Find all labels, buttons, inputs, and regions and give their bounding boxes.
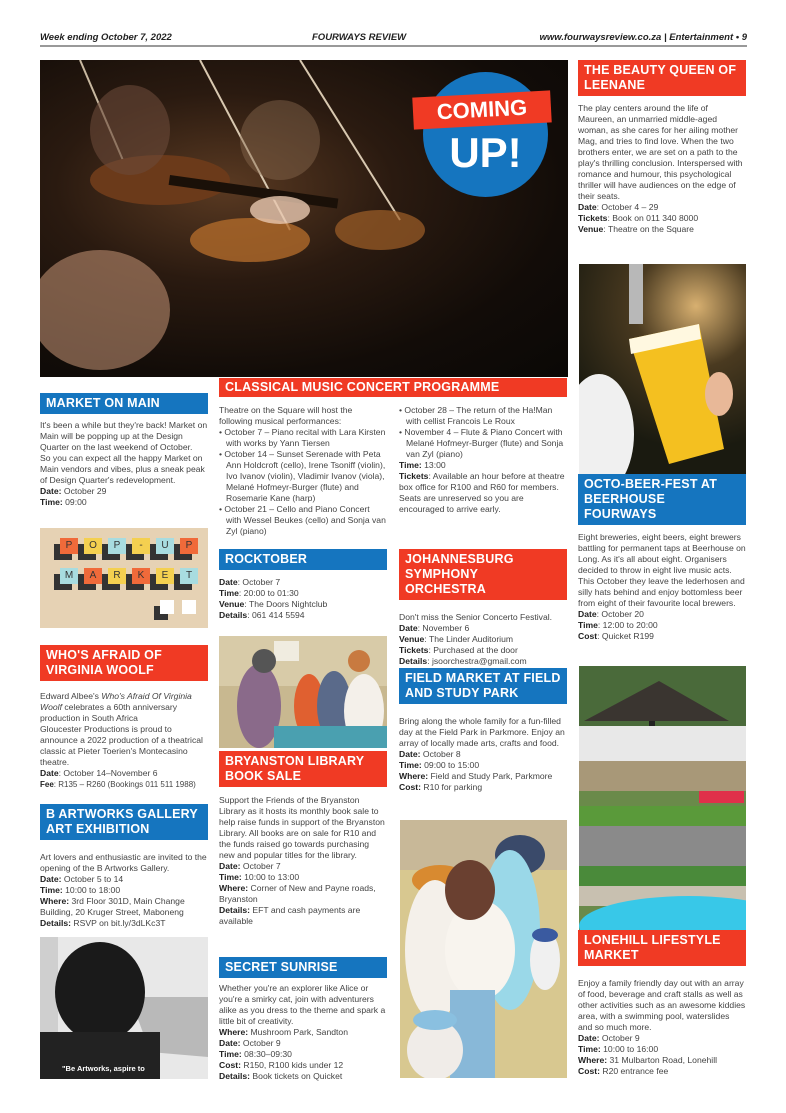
article-title: ROCKTOBER [219,549,387,570]
orchestra-photo [40,60,568,377]
section-label: www.fourwaysreview.co.za | Entertainment • 9 [539,32,747,43]
article-title: WHO'S AFRAID OF VIRGINIA WOOLF [40,645,208,681]
article-title: B ARTWORKS GALLERY ART EXHIBITION [40,804,208,840]
badge-coming: COMING [412,90,551,129]
article-title: BRYANSTON LIBRARY BOOK SALE [219,751,387,787]
article-beauty-queen: THE BEAUTY QUEEN OF LEENANE The play centers around the life of Maureen, an unmarried middle-aged woman, as she cares for her ailing mother Mag, and tries to find love. When the two brothers enter, we are set on a path to the play's thrilling conclusion. Interspersed with romance and humour, this psychological thriller will have audiences on the edge of their seats. Date: October 4 – 29 Tickets: Book on 011 340 8000 Venue: Theatre on the Square [578,60,746,235]
article-title: JOHANNESBURG SYMPHONY ORCHESTRA [399,549,567,600]
article-title: OCTO-BEER-FEST AT BEERHOUSE FOURWAYS [578,474,746,525]
article-rocktober: ROCKTOBER Date: October 7 Time: 20:00 to 01:30 Venue: The Doors Nightclub Details: 061 414 5594 [219,549,387,621]
article-market-on-main: MARKET ON MAIN It's been a while but they're back! Market on Main will be popping up at the Design Quarter on the last weekend of October. So you can expect all the happy Market on Main vendors and vibes, plus a sneak peak of Design Quarter's redevelopment. Date: October 29 Time: 09:00 [40,393,208,508]
article-title: MARKET ON MAIN [40,393,208,414]
concert-item: • October 14 – Sunset Serenade with Peta Ann Holdcroft (cello), Irene Tsoniff (violin), Ivo Ivanov (violin), Vladimir Ivanov (viola), Melané Hofmeyr-Burger (flute) and Rosemarie Kane (harp) [219,449,386,503]
book-sale-photo [219,636,387,748]
lonehill-pool-photo [579,666,746,930]
page-header [40,32,747,44]
article-title: FIELD MARKET AT FIELD AND STUDY PARK [399,668,567,704]
artworks-caption: "Be Artworks, aspire to [62,1064,145,1073]
article-title: THE BEAUTY QUEEN OF LEENANE [578,60,746,96]
pop-up-market-graphic [40,528,208,628]
article-bryanston-library: BRYANSTON LIBRARY BOOK SALE Support the Friends of the Bryanston Library as it hosts its monthly book sale to help raise funds in support of the Bryanston Library. All books are on sale for R10 and the funds raised go towards purchasing new and popular titles for the library. Date: October 7 Time: 10:00 to 13:00 Where: Corner of New and Payne roads, Bryanston Details: EFT and cash payments are available [219,751,387,927]
concert-item: • October 21 – Cello and Piano Concert with Wessel Beukes (cello) and Sonja van Zyl (piano) [219,504,386,536]
issue-date: Week ending October 7, 2022 [40,32,172,43]
concert-item: • October 28 – The return of the Ha!Man with cellist Francois Le Roux [399,405,553,426]
article-b-artworks: B ARTWORKS GALLERY ART EXHIBITION Art lovers and enthusiastic are invited to the opening of the B Artworks Gallery. Date: October 5 to 14 Time: 10:00 to 18:00 Where: 3rd Floor 301D, Main Change Building, 20 Kruger Street, Maboneng Details: RSVP on bit.ly/3dLKc3T [40,804,208,929]
concert-item: • November 4 – Flute & Piano Concert with Melané Hofmeyr-Burger (flute) and Sonja van Zyl (piano) [399,427,564,459]
concert-list [219,427,387,537]
header-rule [40,45,747,47]
article-title: CLASSICAL MUSIC CONCERT PROGRAMME [219,378,567,397]
badge-up: UP! [449,129,522,176]
article-secret-sunrise: SECRET SUNRISE Whether you're an explorer like Alice or you're a smirky cat, join with adventurers alike as you dress to the theme and spark a little bit of creativity. Where: Mushroom Park, Sandton Date: October 9 Time: 08:30–09:30 Cost: R150, R100 kids under 12 Details: Book tickets on Quicket [219,957,387,1082]
article-octo-beer-fest: OCTO-BEER-FEST AT BEERHOUSE FOURWAYS Eight breweries, eight beers, eight brewers battling for permanent taps at Beerhouse on Long. As it's all about eight. Organisers decided to throw in eight live music acts. This October they leave the lederhosen and silly hats behind and enjoy bottomless beer from eight of their favourite local brewers. Date: October 20 Time: 12:00 to 20:00 Cost: Quicket R199 [578,474,746,642]
article-classical-music: CLASSICAL MUSIC CONCERT PROGRAMME Theatre on the Square will host the following musical performances: • October 7 – Piano recital with Lara Kirsten with works by Yann Tiersen • October 14 – Sunset Serenade with Peta Ann Holdcroft (cello), Irene Tsoniff (violin), Ivo Ivanov (violin), Vladimir Ivanov (viola), Melané Hofmeyr-Burger (flute) and Rosemarie Kane (harp) • October 21 – Cello and Piano Concert with Wessel Beukes (cello) and Sonja van Zyl (piano) • October 28 – The return of the Ha!Man with cellist Francois Le Roux • November 4 – Flute & Piano Concert with Melané Hofmeyr-Burger (flute) and Sonja van Zyl (piano) Time: 13:00 Tickets: Available an hour before at theatre box office for R100 and R60 for members. Seats are unreserved so you are encouraged to arrive early. [219,378,567,537]
publication-name: FOURWAYS REVIEW [312,32,407,43]
article-text: The play centers around the life of Maureen, an unmarried middle-aged woman, as she cares for her ailing mother Mag, and tries to find love. When the two brothers enter, we are set on a path to the play's thrilling conclusion. Interspersed with romance and humour, this psychological thriller will have audiences on the edge of their seats. [578,103,743,201]
article-virginia-woolf: WHO'S AFRAID OF VIRGINIA WOOLF Edward Albee's Who's Afraid Of Virginia Woolf celebrates a 60th anniversary production in South Africa Gloucester Productions is proud to announce a 2022 production of a theatrical classic at Pieter Toerien's Montecasino theatre. Date: October 14–November 6 Fee: R135 – R260 (Bookings 011 511 1988) [40,645,208,790]
popup-row1: P O P - U P [60,538,198,554]
coming-up-badge [423,72,548,197]
article-field-market: FIELD MARKET AT FIELD AND STUDY PARK Bring along the whole family for a fun-filled day at the Field Park in Parkmore. Enjoy an array of locally made arts, crafts and food. Date: October 8 Time: 09:00 to 15:00 Where: Field and Study Park, Parkmore Cost: R10 for parking [399,668,567,793]
beer-glass-photo [579,264,746,474]
family-at-market-photo [400,820,567,1078]
article-johannesburg-symphony: JOHANNESBURG SYMPHONY ORCHESTRA Don't miss the Senior Concerto Festival. Date: November 6 Venue: The Linder Auditorium Tickets: Purchased at the door Details: jsoorchestra@gmail.com [399,549,567,667]
article-title: LONEHILL LIFESTYLE MARKET [578,930,746,966]
artist-painting-photo [40,937,208,1079]
popup-logos [160,600,174,614]
article-title: SECRET SUNRISE [219,957,387,978]
concert-item: • October 7 – Piano recital with Lara Kirsten with works by Yann Tiersen [219,427,386,448]
article-lonehill-market: LONEHILL LIFESTYLE MARKET Enjoy a family friendly day out with an array of food, beverage and craft stalls as well as other activities such as an awesome kiddies area, with a swimming pool, waterslides and so much more. Date: October 9 Time: 10:00 to 16:00 Where: 31 Mulbarton Road, Lonehill Cost: R20 entrance fee [578,930,746,1077]
popup-row2: M A R K E T [60,568,198,584]
